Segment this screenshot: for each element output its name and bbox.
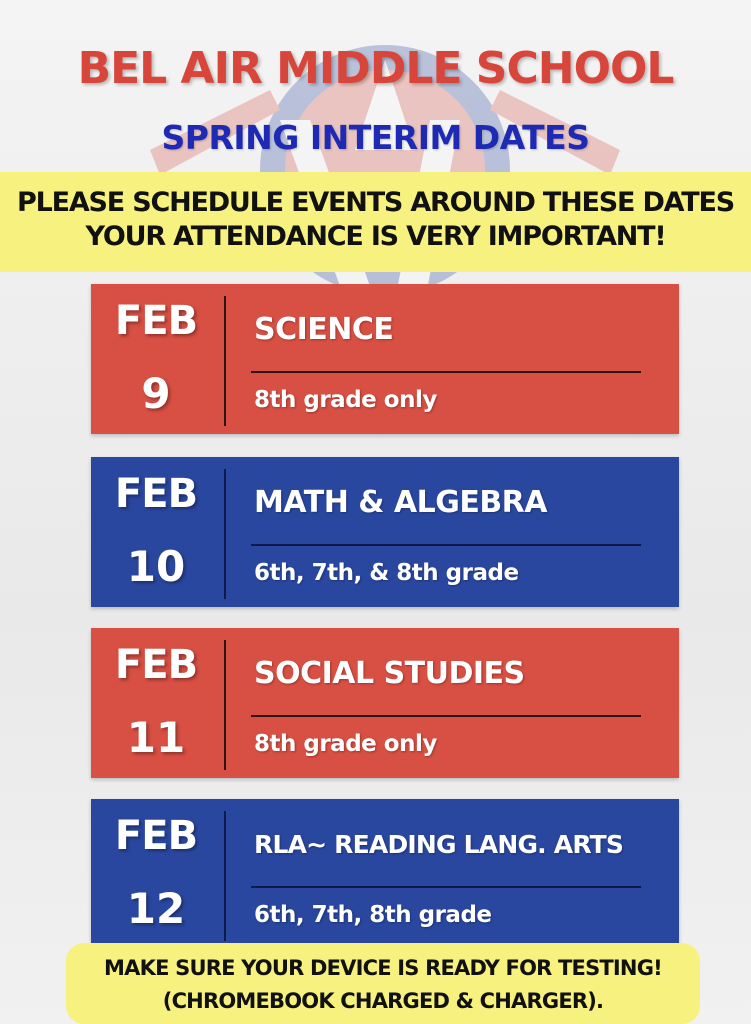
card-subject: SOCIAL STUDIES <box>254 656 525 691</box>
schedule-card-rla <box>91 799 679 949</box>
card-divider-vertical <box>224 811 226 941</box>
card-divider-horizontal <box>251 886 641 888</box>
card-day: 12 <box>126 884 186 933</box>
card-divider-vertical <box>224 640 226 770</box>
card-divider-vertical <box>224 469 226 599</box>
card-grades: 6th, 7th, & 8th grade <box>254 560 519 586</box>
card-day: 10 <box>126 542 186 591</box>
card-divider-vertical <box>224 296 226 426</box>
card-divider-horizontal <box>251 371 641 373</box>
footer-line-2: (CHROMEBOOK CHARGED & CHARGER). <box>162 989 604 1013</box>
card-divider-horizontal <box>251 715 641 717</box>
page-subtitle: SPRING INTERIM DATES <box>161 118 590 157</box>
card-grades: 8th grade only <box>254 387 437 413</box>
card-grades: 6th, 7th, 8th grade <box>254 902 492 928</box>
card-month: FEB <box>114 813 198 859</box>
school-name: BEL AIR MIDDLE SCHOOL <box>77 43 674 94</box>
card-divider-horizontal <box>251 544 641 546</box>
card-month: FEB <box>114 642 198 688</box>
card-subject: SCIENCE <box>254 312 394 347</box>
schedule-card-math <box>91 457 679 607</box>
card-month: FEB <box>114 298 198 344</box>
footer-line-1: MAKE SURE YOUR DEVICE IS READY FOR TESTING! <box>104 956 662 980</box>
card-subject: RLA~ READING LANG. ARTS <box>254 830 624 859</box>
card-subject: MATH & ALGEBRA <box>254 485 547 520</box>
schedule-card-science <box>91 284 679 434</box>
notice-line-1: PLEASE SCHEDULE EVENTS AROUND THESE DATES <box>17 187 734 218</box>
card-month: FEB <box>114 471 198 517</box>
card-grades: 8th grade only <box>254 731 437 757</box>
notice-line-2: YOUR ATTENDANCE IS VERY IMPORTANT! <box>85 221 666 252</box>
schedule-card-social-studies <box>91 628 679 778</box>
card-day: 9 <box>141 369 171 418</box>
card-day: 11 <box>126 713 186 762</box>
